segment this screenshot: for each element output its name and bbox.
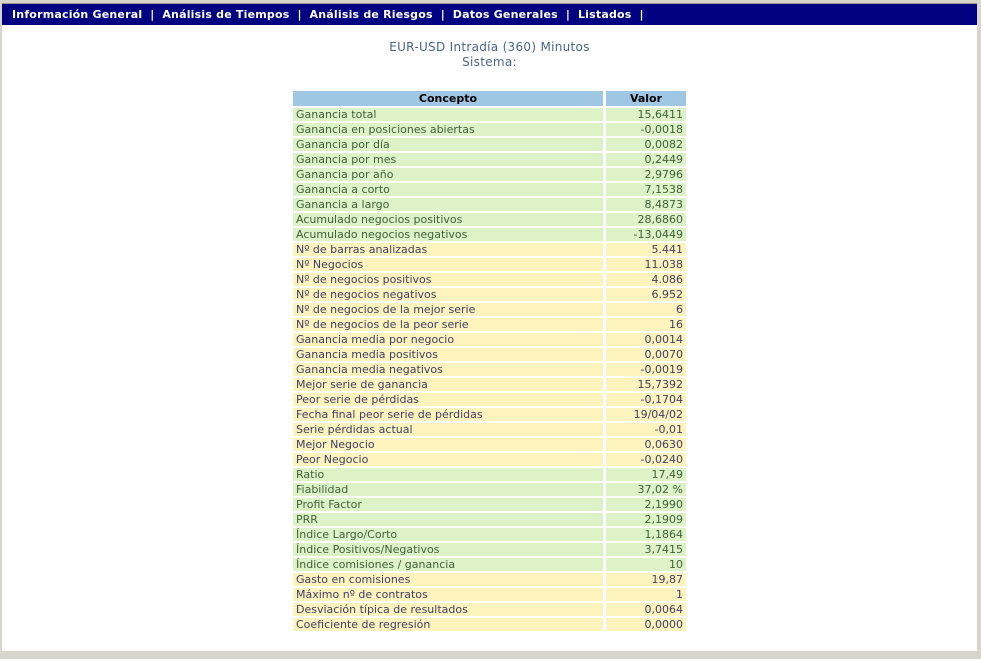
table-row — [293, 228, 686, 241]
value-cell: 0,0064 — [606, 603, 686, 616]
nav-separator: | — [565, 8, 570, 21]
concept-cell: Índice Positivos/Negativos — [293, 543, 603, 556]
column-header-valor: Valor — [606, 91, 686, 106]
concept-cell: Desviación típica de resultados — [293, 603, 603, 616]
value-cell: 11.038 — [606, 258, 686, 271]
concept-cell: Coeficiente de regresión — [293, 618, 603, 631]
concept-cell: Ganancia por día — [293, 138, 603, 151]
value-cell: 2,1909 — [606, 513, 686, 526]
concept-cell: Nº de negocios positivos — [293, 273, 603, 286]
table-row — [293, 468, 686, 481]
value-cell: 17,49 — [606, 468, 686, 481]
value-cell: 0,0014 — [606, 333, 686, 346]
table-row — [293, 213, 686, 226]
table-row — [293, 123, 686, 136]
nav-item-1[interactable]: Análisis de Tiempos — [162, 8, 290, 21]
table-row — [293, 348, 686, 361]
table-row — [293, 333, 686, 346]
nav-item-0[interactable]: Información General — [12, 8, 143, 21]
value-cell: -0,0240 — [606, 453, 686, 466]
concept-cell: Ganancia a largo — [293, 198, 603, 211]
table-row — [293, 273, 686, 286]
concept-cell: Mejor serie de ganancia — [293, 378, 603, 391]
concept-cell: Acumulado negocios negativos — [293, 228, 603, 241]
value-cell: 15,6411 — [606, 108, 686, 121]
table-row — [293, 153, 686, 166]
concept-cell: Ganancia media negativos — [293, 363, 603, 376]
table-row — [293, 288, 686, 301]
value-cell: -13,0449 — [606, 228, 686, 241]
concept-cell: Ganancia por año — [293, 168, 603, 181]
table-row — [293, 483, 686, 496]
concept-cell: Nº de negocios de la peor serie — [293, 318, 603, 331]
value-cell: 2,1990 — [606, 498, 686, 511]
table-row — [293, 498, 686, 511]
table-row — [293, 513, 686, 526]
table-row — [293, 543, 686, 556]
table-row — [293, 318, 686, 331]
table-row — [293, 108, 686, 121]
value-cell: 15,7392 — [606, 378, 686, 391]
concept-cell: Serie pérdidas actual — [293, 423, 603, 436]
report-header — [2, 40, 977, 70]
value-cell: 19/04/02 — [606, 408, 686, 421]
table-row — [293, 588, 686, 601]
value-cell: -0,0018 — [606, 123, 686, 136]
nav-separator: | — [639, 8, 644, 21]
table-row — [293, 363, 686, 376]
concept-cell: Máximo nº de contratos — [293, 588, 603, 601]
value-cell: 10 — [606, 558, 686, 571]
page-title: EUR-USD Intradía (360) Minutos — [389, 40, 590, 54]
table-header-row — [293, 91, 686, 106]
concept-cell: Ganancia en posiciones abiertas — [293, 123, 603, 136]
concept-cell: Ratio — [293, 468, 603, 481]
value-cell: 4.086 — [606, 273, 686, 286]
concept-cell: Peor Negocio — [293, 453, 603, 466]
value-cell: 0,0070 — [606, 348, 686, 361]
nav-separator: | — [297, 8, 302, 21]
concept-cell: Nº Negocios — [293, 258, 603, 271]
value-cell: 6.952 — [606, 288, 686, 301]
concept-cell: Ganancia total — [293, 108, 603, 121]
page-subtitle: Sistema: — [462, 55, 517, 69]
nav-item-2[interactable]: Análisis de Riesgos — [309, 8, 433, 21]
concept-cell: Acumulado negocios positivos — [293, 213, 603, 226]
stats-table — [290, 89, 689, 633]
table-row — [293, 393, 686, 406]
value-cell: 19,87 — [606, 573, 686, 586]
concept-cell: Nº de negocios de la mejor serie — [293, 303, 603, 316]
nav-item-3[interactable]: Datos Generales — [452, 8, 558, 21]
table-row — [293, 438, 686, 451]
value-cell: -0,1704 — [606, 393, 686, 406]
table-row — [293, 603, 686, 616]
concept-cell: Nº de negocios negativos — [293, 288, 603, 301]
value-cell: -0,01 — [606, 423, 686, 436]
nav-item-4[interactable]: Listados — [577, 8, 632, 21]
table-row — [293, 453, 686, 466]
value-cell: 16 — [606, 318, 686, 331]
table-row — [293, 198, 686, 211]
nav-separator: | — [150, 8, 155, 21]
table-row — [293, 378, 686, 391]
concept-cell: Ganancia media positivos — [293, 348, 603, 361]
concept-cell: Profit Factor — [293, 498, 603, 511]
value-cell: 0,2449 — [606, 153, 686, 166]
concept-cell: Mejor Negocio — [293, 438, 603, 451]
concept-cell: Ganancia por mes — [293, 153, 603, 166]
column-header-concepto: Concepto — [293, 91, 603, 106]
table-row — [293, 168, 686, 181]
concept-cell: Fecha final peor serie de pérdidas — [293, 408, 603, 421]
concept-cell: Fiabilidad — [293, 483, 603, 496]
value-cell: 3,7415 — [606, 543, 686, 556]
value-cell: 6 — [606, 303, 686, 316]
value-cell: 8,4873 — [606, 198, 686, 211]
value-cell: -0,0019 — [606, 363, 686, 376]
table-row — [293, 243, 686, 256]
stats-table-body — [293, 108, 686, 631]
value-cell: 1,1864 — [606, 528, 686, 541]
table-row — [293, 138, 686, 151]
concept-cell: Nº de barras analizadas — [293, 243, 603, 256]
concept-cell: Ganancia a corto — [293, 183, 603, 196]
concept-cell: Ganancia media por negocio — [293, 333, 603, 346]
nav-bar — [2, 4, 977, 25]
value-cell: 5.441 — [606, 243, 686, 256]
value-cell: 0,0082 — [606, 138, 686, 151]
nav-separator: | — [440, 8, 445, 21]
concept-cell: Gasto en comisiones — [293, 573, 603, 586]
value-cell: 7,1538 — [606, 183, 686, 196]
value-cell: 0,0000 — [606, 618, 686, 631]
table-row — [293, 618, 686, 631]
table-row — [293, 258, 686, 271]
value-cell: 37,02 % — [606, 483, 686, 496]
value-cell: 1 — [606, 588, 686, 601]
table-row — [293, 558, 686, 571]
table-row — [293, 423, 686, 436]
app-window — [2, 3, 977, 651]
value-cell: 28,6860 — [606, 213, 686, 226]
concept-cell: Peor serie de pérdidas — [293, 393, 603, 406]
value-cell: 0,0630 — [606, 438, 686, 451]
concept-cell: PRR — [293, 513, 603, 526]
table-row — [293, 183, 686, 196]
table-row — [293, 528, 686, 541]
value-cell: 2,9796 — [606, 168, 686, 181]
concept-cell: Índice Largo/Corto — [293, 528, 603, 541]
concept-cell: Índice comisiones / ganancia — [293, 558, 603, 571]
table-row — [293, 303, 686, 316]
table-row — [293, 573, 686, 586]
table-row — [293, 408, 686, 421]
